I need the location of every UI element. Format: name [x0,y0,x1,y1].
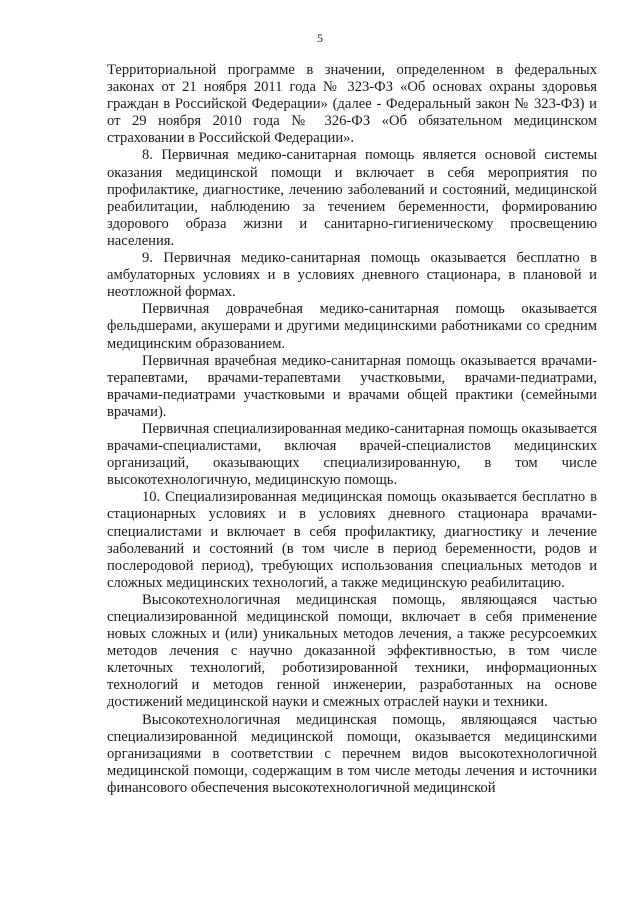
document-body [107,62,597,797]
page-number: 5 [317,31,323,45]
paragraph-primary-prephysician-care: Первичная доврачебная медико-санитарная помощь оказывается фельдшерами, акушерами и другими медицинскими работниками со средним медицинским образованием. [107,301,597,352]
paragraph-primary-physician-care: Первичная врачебная медико-санитарная помощь оказывается врачами-терапевтами, врачами-терапевтами участковыми, врачами-педиатрами, врачами-педиатрами участковыми и врачами общей практики (семейными врачами). [107,352,597,420]
paragraph-item-9: 9. Первичная медико-санитарная помощь оказывается бесплатно в амбулаторных условиях и в условиях дневного стационара, в плановой и неотложной формах. [107,250,597,301]
paragraph-high-tech-care-definition: Высокотехнологичная медицинская помощь, являющаяся частью специализированной медицинской помощи, включает в себя применение новых сложных и (или) уникальных методов лечения, а также ресурсоемких методов лечения с научно доказанной эффективностью, в том числе клеточных технологий, роботизированной техники, информационных технологий и методов генной инженерии, разработанных на основе достижений медицинской науки и смежных отраслей науки и техники. [107,591,597,711]
paragraph-item-8: 8. Первичная медико-санитарная помощь является основой системы оказания медицинской помощи и включает в себя мероприятия по профилактике, диагностике, лечению заболеваний и состояний, медицинской реабилитации, наблюдению за течением беременности, формированию здорового образа жизни и санитарно-гигиеническому просвещению населения. [107,147,597,249]
paragraph-continuation: Территориальной программе в значении, определенном в федеральных законах от 21 ноября 2011 года № 323-ФЗ «Об основах охраны здоровья граждан в Российской Федерации» (далее - Федеральный закон № 323-ФЗ) и от 29 ноября 2010 года № 326-ФЗ «Об обязательном медицинском страховании в Российской Федерации». [107,62,597,147]
paragraph-item-10: 10. Специализированная медицинская помощь оказывается бесплатно в стационарных условиях и в условиях дневного стационара врачами-специалистами и включает в себя профилактику, диагностику и лечение заболеваний и состояний (в том числе в период беременности, родов и послеродовой период), требующих использования специальных методов и сложных медицинских технологий, а также медицинскую реабилитацию. [107,489,597,591]
paragraph-primary-specialized-care: Первичная специализированная медико-санитарная помощь оказывается врачами-специалистами, включая врачей-специалистов медицинских организаций, оказывающих специализированную, в том числе высокотехнологичную, медицинскую помощь. [107,420,597,489]
paragraph-high-tech-care-provision: Высокотехнологичная медицинская помощь, являющаяся частью специализированной медицинской помощи, оказывается медицинскими организациями в соответствии с перечнем видов высокотехнологичной медицинской помощи, содержащим в том числе методы лечения и источники финансового обеспечения высокотехнологичной медицинской [107,711,597,796]
